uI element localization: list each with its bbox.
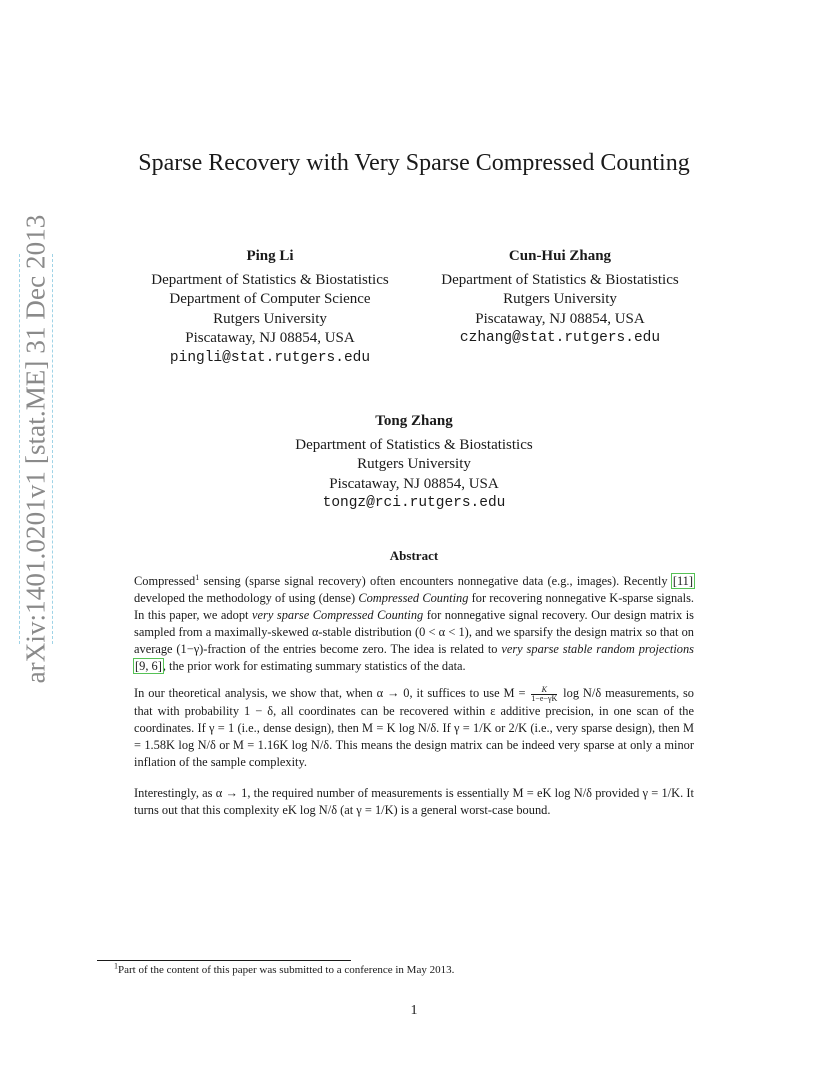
footnote-text: Part of the content of this paper was submitted to a conference in May 2013. (118, 964, 455, 976)
fraction (531, 686, 557, 703)
author-affiliation: Piscataway, NJ 08854, USA (185, 330, 355, 346)
author-affiliation: Rutgers University (357, 456, 471, 472)
author-name: Ping Li (246, 248, 294, 264)
footnote-divider (97, 960, 351, 961)
author-block-cun-hui-zhang (420, 247, 700, 349)
abstract-text: , the prior work for estimating summary statistics of the data. (162, 659, 466, 673)
abstract-heading: Abstract (389, 548, 439, 563)
abstract-text: for recovering nonnegative K-sparse signals. In this paper, we adopt (134, 591, 695, 622)
author-affiliation: Department of Statistics & Biostatistics (441, 271, 679, 288)
stamp-dashed-border-right (52, 254, 53, 644)
abstract-text: Compressed (134, 574, 196, 588)
abstract-paragraph-1 (134, 573, 694, 675)
author-affiliation: Rutgers University (213, 310, 327, 327)
page-number: 1 (410, 1003, 418, 1018)
author-affiliation: Piscataway, NJ 08854, USA (329, 475, 499, 492)
author-name: Cun-Hui Zhang (508, 248, 612, 264)
author-affiliation: Department of Statistics & Biostatistics (151, 271, 389, 288)
abstract-emphasis: very sparse Compressed Counting (252, 608, 424, 622)
abstract-emphasis: Compressed Counting (358, 591, 469, 605)
author-block-ping-li (110, 247, 430, 368)
abstract-paragraph-2 (134, 685, 694, 771)
author-affiliation: Rutgers University (503, 291, 617, 307)
author-email: pingli@stat.rutgers.edu (169, 349, 371, 366)
citation-link[interactable]: [9, 6] (135, 659, 162, 673)
fraction-denominator: 1−e−γK (531, 693, 558, 703)
author-affiliation: Department of Computer Science (169, 291, 371, 307)
fraction-numerator: K (541, 684, 547, 694)
abstract-text: developed the methodology of using (dense) (134, 591, 359, 605)
abstract-emphasis: very sparse stable random projections (501, 642, 694, 656)
arxiv-identifier: arXiv:1401.0201v1 [stat.ME] 31 Dec 2013 (20, 214, 51, 684)
footnote (114, 961, 455, 976)
arxiv-stamp (16, 214, 56, 684)
author-block-tong-zhang (254, 412, 574, 514)
abstract-paragraph-3 (134, 785, 694, 819)
author-name: Tong Zhang (375, 413, 453, 429)
author-affiliation: Department of Statistics & Biostatistics (295, 436, 533, 453)
footnote-marker[interactable]: 1 (195, 572, 200, 582)
abstract-text: log N/δ measurements, so that with probability 1 − δ, all coordinates can be recovered within ε additive precision, in one scan of the coordinates. If γ = 1 (i.e., dense design), then M = K log N/δ. If γ = 1/K or 2/K (i.e., very sparse design), then M = 1.58K log N/δ or M = 1.16K log N/δ. This means the design matrix can be indeed very sparse at only a minor inflation of the sample complexity. (134, 686, 694, 769)
abstract-text: for nonnegative signal recovery. Our design matrix is sampled from a maximally-skewed α-stable distribution (0 < α < 1), and we sparsify the design matrix so that on average (1−γ)-fraction of the entries become zero. The idea is related to (134, 608, 694, 656)
footnote-number: 1 (114, 961, 118, 971)
abstract-text: Interestingly, as α → 1, the required number of measurements is essentially M = eK log N/δ provided γ = 1/K. It turns out that this complexity eK log N/δ (at γ = 1/K) is a general worst-case bound. (134, 786, 694, 817)
author-affiliation: Piscataway, NJ 08854, USA (475, 310, 645, 327)
paper-title: Sparse Recovery with Very Sparse Compressed Counting (138, 150, 690, 176)
author-email: czhang@stat.rutgers.edu (459, 330, 661, 346)
author-email: tongz@rci.rutgers.edu (322, 495, 506, 511)
abstract-text: In our theoretical analysis, we show that, when α → 0, it suffices to use M = (134, 686, 530, 700)
citation-link[interactable]: [11] (672, 574, 693, 588)
abstract-text: sensing (sparse signal recovery) often encounters nonnegative data (e.g., images). Recently (199, 574, 672, 588)
